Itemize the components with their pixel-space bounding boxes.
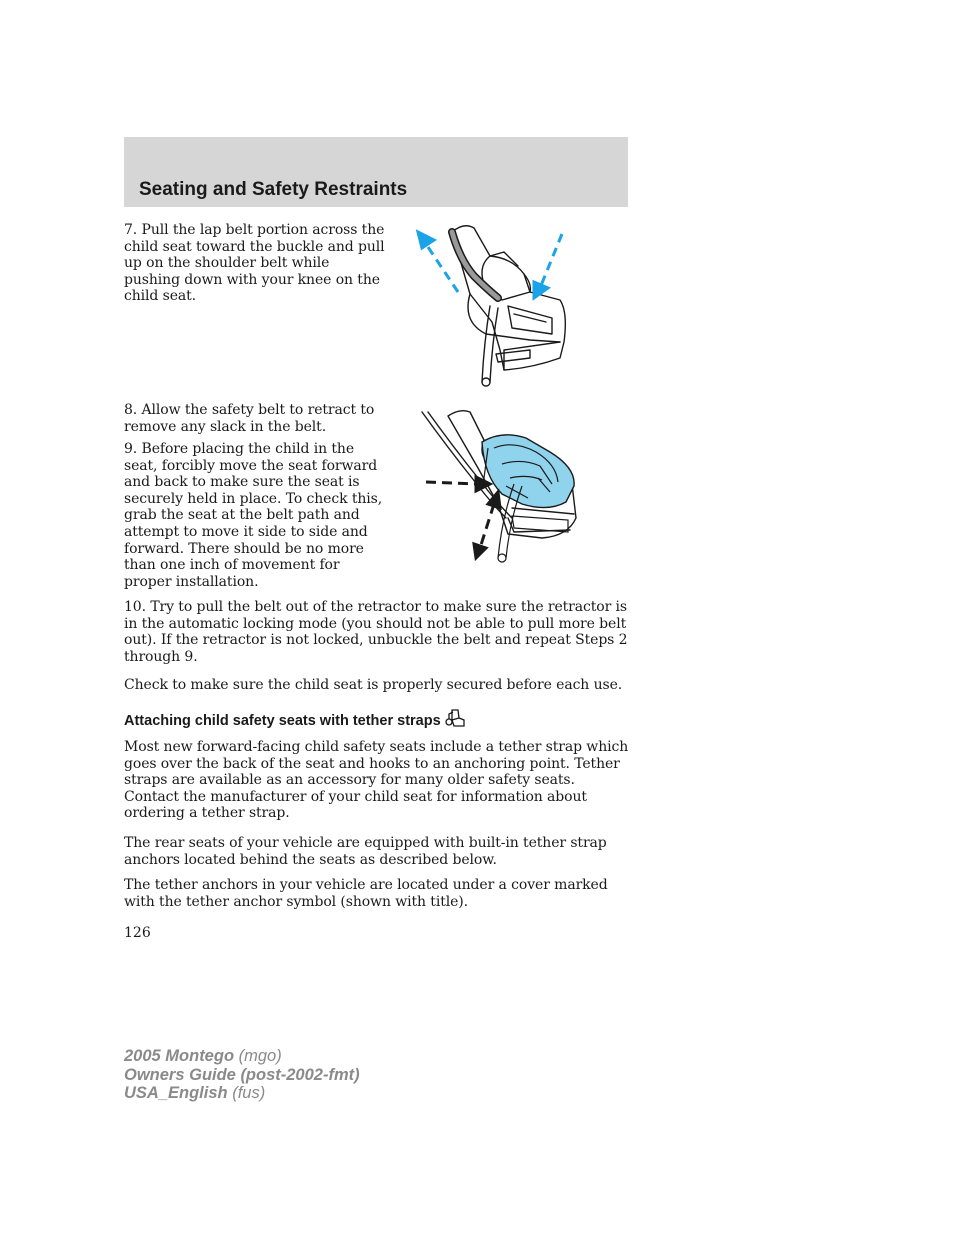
tether-heading-text: Attaching child safety seats with tether straps [124,713,441,729]
page-number: 126 [124,925,151,941]
step-10-text: 10. Try to pull the belt out of the retractor to make sure the retractor is in the automatic locking mode (you should not be able to pull more belt out). If the retractor is not locked, unbuckle the belt and repeat Steps 2 through 9. [124,599,628,665]
footer-line-model [124,1047,360,1066]
tether-section-heading [124,708,466,729]
section-title: Seating and Safety Restraints [139,179,408,200]
tether-paragraph-1: Most new forward-facing child safety seats include a tether strap which goes over the back of the seat and hooks to an anchoring point. Tether straps are available as an accessory for many older safety seats. Contact the manufacturer of your child seat for information about ordering a tether strap. [124,739,629,822]
footer-model-code: (mgo) [238,1047,282,1065]
footer-guide: Owners Guide (post-2002-fmt) [124,1065,360,1084]
footer-language: USA_English [124,1084,228,1102]
child-seat-lap-belt-illustration [412,222,572,390]
tether-anchor-icon [444,708,466,728]
step-7-text: 7. Pull the lap belt portion across the child seat toward the buckle and pull up on the shoulder belt while pushing down with your knee on the child seat. [124,222,385,305]
check-secured-text: Check to make sure the child seat is properly secured before each use. [124,677,623,693]
footer-model: 2005 Montego [124,1047,235,1065]
tether-paragraph-2: The rear seats of your vehicle are equipped with built-in tether strap anchors located behind the seats as described below. [124,835,607,868]
step-9-text: 9. Before placing the child in the seat, forcibly move the seat forward and back to make sure the seat is securely held in place. To check this, grab the seat at the belt path and attempt to move it side to side and forward. There should be no more than one inch of movement for proper installation. [124,441,383,590]
step-8-text: 8. Allow the safety belt to retract to remove any slack in the belt. [124,402,375,435]
footer-line-guide [124,1066,360,1085]
footer-line-language [124,1084,360,1103]
tether-paragraph-3: The tether anchors in your vehicle are located under a cover marked with the tether anchor symbol (shown with title). [124,877,608,910]
section-header-band [124,137,628,207]
footer-language-code: (fus) [232,1084,266,1102]
child-seat-movement-check-illustration [418,408,582,564]
document-footer [124,1047,360,1103]
